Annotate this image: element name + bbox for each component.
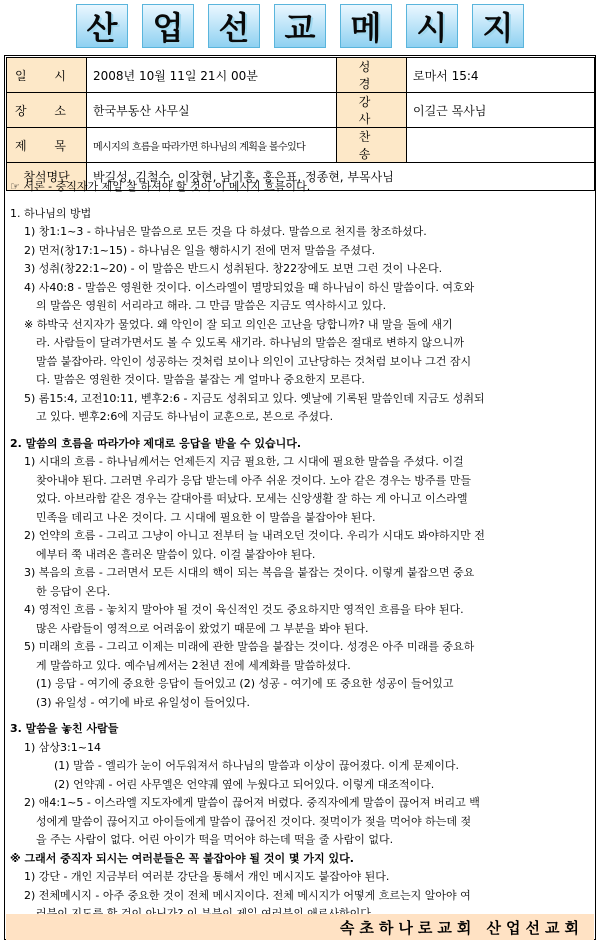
body-line: 말씀 붙잡아라. 악인이 성공하는 것처럼 보이나 의인이 고난당하는 것처럼 보이나 그건 잠시 xyxy=(36,354,472,368)
date-label: 일 시 xyxy=(7,58,87,93)
body-line: ☞ 서론 - 중직자가 제일 잘 하셔야 할 것이 이 메시지 흐름이다. xyxy=(10,180,311,193)
info-table xyxy=(6,57,595,191)
title-char: 시 xyxy=(406,4,458,48)
place-label: 장 소 xyxy=(7,93,87,128)
body-line: 민족을 데리고 나온 것이다. 그 시대에 필요한 이 말씀을 붙잡아야 된다. xyxy=(36,510,376,524)
body-line: 5) 미래의 흐름 - 그리고 이제는 미래에 관한 말씀을 붙잡는 것이다. 성경은 아주 미래를 중요하 xyxy=(24,640,475,653)
body-line: 을 주는 사람이 없다. 어린 아이가 떡을 먹어야 하는데 떡을 줄 사람이 없다. xyxy=(36,833,394,846)
info-row-date xyxy=(7,58,595,93)
body-line: 성에게 말씀이 끊어지고 아이들에게 말씀이 끊어진 것이다. 젖먹이가 젖을 먹어야 하는데 젖 xyxy=(36,814,472,828)
body-line: ※ 하박국 선지자가 물었다. 왜 악인이 잘 되고 의인은 고난을 당합니까? 내 말을 돌에 새기 xyxy=(24,317,453,331)
body-line: 1) 창1:1~3 - 하나님은 말씀으로 모든 것을 다 하셨다. 말씀으로 천지를 창조하셨다. xyxy=(24,225,427,238)
attendees-value: 박길성, 김철수, 이장현, 남기홍, 홍은표, 정종현, 부목사님 xyxy=(87,163,595,191)
body-line: 2) 언약의 흐름 - 그리고 그냥이 아니고 전부터 늘 내려오던 것이다. 우리가 시대도 봐야하지만 전 xyxy=(24,529,485,542)
title-value: 메시지의 흐름을 따라가면 하나님의 계획을 볼수있다 xyxy=(87,128,337,163)
date-value: 2008년 10월 11일 21시 00분 xyxy=(87,58,337,93)
place-value: 한국부동산 사무실 xyxy=(87,93,337,128)
title-char: 교 xyxy=(274,4,326,48)
hymn-label: 찬 송 xyxy=(337,128,407,163)
title-char: 지 xyxy=(472,4,524,48)
body-line: (1) 말씀 - 엘리가 눈이 어두워져서 하나님의 말씀과 이상이 끊어졌다. 이게 문제이다. xyxy=(54,759,460,772)
body-line: (1) 응답 - 여기에 중요한 응답이 들어있고 (2) 성공 - 여기에 또 중요한 성공이 들어있고 xyxy=(36,677,454,690)
body-line: 1) 강단 - 개인 지금부터 여러분 강단을 통해서 개인 메시지도 붙잡아야 된다. xyxy=(24,870,390,883)
body-line: 1) 시대의 흐름 - 하나님께서는 언제든지 지금 필요한, 그 시대에 필요한 말씀을 주셨다. 이걸 xyxy=(24,455,464,468)
body-line: 1. 하나님의 방법 xyxy=(10,206,92,220)
body-line: 3. 말씀을 놓친 사람들 xyxy=(10,722,119,735)
speaker-label: 강 사 xyxy=(337,93,407,128)
body-line: ※ 그래서 중직자 되시는 여러분들은 꼭 붙잡아야 될 것이 몇 가지 있다. xyxy=(10,851,354,865)
footer-church-name: 속초하나로교회 산업선교회 xyxy=(6,914,594,940)
body-line: 2) 먼저(창17:1~15) - 하나님은 일을 행하시기 전에 먼저 말씀을 주셨다. xyxy=(24,243,376,257)
body-line: 2) 전체메시지 - 아주 중요한 것이 전체 메시지이다. 전체 메시지가 어떻게 흐르는지 알아야 여 xyxy=(24,888,471,902)
body-line: 4) 영적인 흐름 - 놓치지 말아야 될 것이 육신적인 것도 중요하지만 영적인 흐름을 타야 된다. xyxy=(24,603,464,616)
attendees-label: 참석명단 xyxy=(7,163,87,191)
title-char: 업 xyxy=(142,4,194,48)
title-label: 제 목 xyxy=(7,128,87,163)
body-line: 라. 사람들이 달려가면서도 볼 수 있도록 새기라. 하나님의 말씀은 절대로 변하지 않으니까 xyxy=(36,336,464,349)
body-line: 많은 사람들이 영적으로 어려움이 왔었기 때문에 그 부분을 봐야 된다. xyxy=(36,621,369,635)
title-char: 산 xyxy=(76,4,128,48)
body-line: 4) 사40:8 - 말씀은 영원한 것이다. 이스라엘이 멸망되었을 때 하나님이 하신 말씀이다. 여호와 xyxy=(24,280,475,294)
body-line: 게 말씀하고 있다. 예수님께서는 2천년 전에 세계화를 말씀하셨다. xyxy=(36,658,351,672)
body-line: (2) 언약궤 - 어린 사무엘은 언약궤 옆에 누웠다고 되어있다. 이렇게 대조적이다. xyxy=(54,777,435,791)
body-line: 1) 삼상3:1~14 xyxy=(24,740,101,754)
body-line: 2. 말씀의 흐름을 따라가야 제대로 응답을 받을 수 있습니다. xyxy=(10,436,302,450)
info-row-place xyxy=(7,93,595,128)
body-line: 다. 말씀은 영원한 것이다. 말씀을 붙잡는 게 얼마나 중요한지 모른다. xyxy=(36,373,365,386)
body-line: 에부터 쭉 내려온 흘러온 말씀이 있다. 이걸 붙잡아야 된다. xyxy=(36,547,316,561)
body-line: 의 말씀은 영원히 서리라고 해라. 그 만큼 말씀은 지금도 역사하시고 있다. xyxy=(36,299,387,312)
hymn-value xyxy=(407,128,595,163)
body-line: 찾아내야 된다. 그러면 우리가 응답 받는데 아주 쉬운 것이다. 노아 같은 경우는 방주를 만들 xyxy=(36,473,471,487)
sermon-body xyxy=(10,178,590,942)
title-banner xyxy=(0,4,600,50)
body-line: 고 있다. 벧후2:6에 지금도 하나님이 교훈으로, 본으로 주셨다. xyxy=(36,410,334,423)
body-line: 3) 성취(창22:1~20) - 이 말씀은 반드시 성취된다. 창22장에도 보면 그런 것이 나온다. xyxy=(24,262,443,275)
title-char: 메 xyxy=(340,4,392,48)
body-line: 3) 복음의 흐름 - 그러면서 모든 시대의 핵이 되는 복음을 붙잡는 것이다. 이렇게 붙잡으면 중요 xyxy=(24,566,475,579)
body-line: 한 응답이 온다. xyxy=(36,584,111,598)
body-line: 5) 롬15:4, 고전10:11, 벧후2:6 - 지금도 성취되고 있다. 옛날에 기록된 말씀인데 지금도 성취되 xyxy=(24,391,485,405)
body-line: (3) 유일성 - 여기에 바로 유일성이 들어있다. xyxy=(36,695,251,709)
scripture-label: 성 경 xyxy=(337,58,407,93)
info-row-title xyxy=(7,128,595,163)
body-line: 2) 애4:1~5 - 이스라엘 지도자에게 말씀이 끊어져 버렸다. 중직자에게 말씀이 끊어져 버리고 백 xyxy=(24,796,480,809)
body-line: 었다. 아브라함 같은 경우는 갈대아를 떠났다. 모세는 신앙생활 잘 하는 게 아니고 이스라엘 xyxy=(36,492,468,505)
title-char: 선 xyxy=(208,4,260,48)
speaker-value: 이길근 목사님 xyxy=(407,93,595,128)
scripture-value: 로마서 15:4 xyxy=(407,58,595,93)
